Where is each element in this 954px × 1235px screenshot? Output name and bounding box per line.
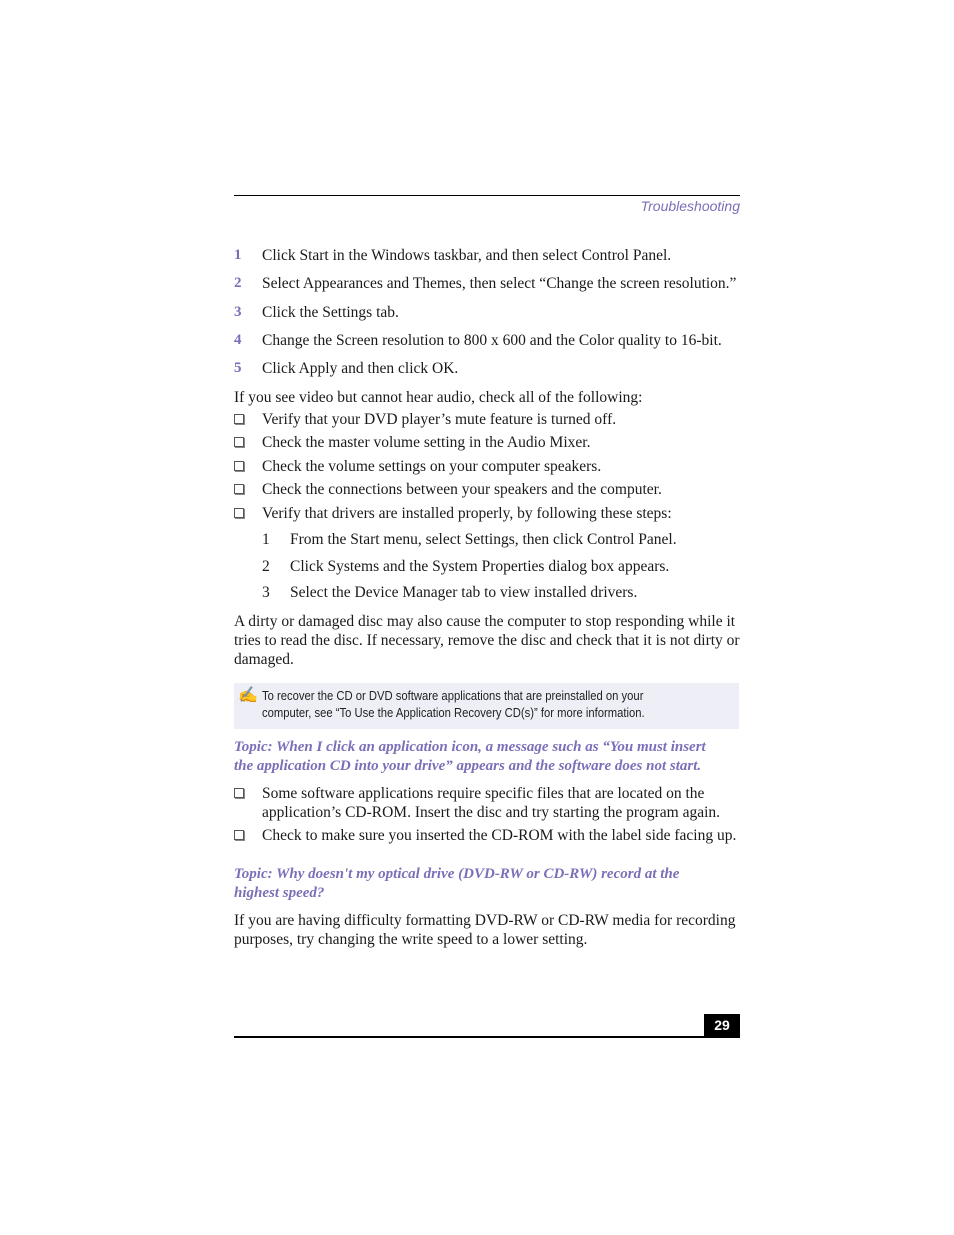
note-line: computer, see “To Use the Application Recovery CD(s)” for more information. [262,706,645,720]
substep-text: Select the Device Manager tab to view installed drivers. [290,584,638,601]
step-number: 1 [234,247,242,263]
disc-paragraph-line: damaged. [234,651,294,668]
step-number: 4 [234,332,242,348]
step-number: 5 [234,360,242,376]
checklist-item: Check the volume settings on your computer speakers. [262,458,602,475]
checklist-item: Check to make sure you inserted the CD-ROM with the label side facing up. [262,827,737,844]
checkbox-bullet-icon [234,435,244,451]
header-rule [234,195,740,196]
step-text: Change the Screen resolution to 800 x 600 and the Color quality to 16-bit. [262,332,722,349]
substep-number: 2 [262,558,270,575]
checkbox-bullet-icon [234,828,244,844]
note-text [262,688,685,722]
pencil-note-icon: ✍ [238,687,258,704]
checkbox-bullet-icon [234,412,244,428]
checkbox-bullet-icon [234,786,244,802]
step-text: Click the Settings tab. [262,304,399,321]
substep-text: From the Start menu, select Settings, then click Control Panel. [290,531,677,548]
checklist-item: Verify that your DVD player’s mute feature is turned off. [262,411,617,428]
checklist-item: Check the master volume setting in the Audio Mixer. [262,434,591,451]
step-number: 3 [234,304,242,320]
footer-rule [234,1036,740,1038]
checklist-item: Check the connections between your speakers and the computer. [262,481,662,498]
step-text: Click Apply and then click OK. [262,360,459,377]
substep-number: 1 [262,531,270,548]
substep-number: 3 [262,584,270,601]
note-box [234,683,739,729]
speed-paragraph-line: purposes, try changing the write speed to a lower setting. [234,931,588,948]
topic-heading-line: Topic: Why doesn't my optical drive (DVD-RW or CD-RW) record at the [234,866,680,882]
checklist-item: Verify that drivers are installed properly, by following these steps: [262,505,672,522]
checkbox-bullet-icon [234,482,244,498]
page-number: 29 [704,1014,740,1037]
step-number: 2 [234,275,242,291]
section-title: Troubleshooting [640,198,740,214]
substep-text: Click Systems and the System Properties dialog box appears. [290,558,670,575]
checkbox-bullet-icon [234,506,244,522]
audio-intro: If you see video but cannot hear audio, check all of the following: [234,389,643,406]
topic-heading-line: highest speed? [234,885,325,901]
step-text: Select Appearances and Themes, then select “Change the screen resolution.” [262,275,737,292]
topic-heading-line: Topic: When I click an application icon, a message such as “You must insert [234,739,706,755]
checklist-item: application’s CD-ROM. Insert the disc and try starting the program again. [262,804,721,821]
disc-paragraph-line: A dirty or damaged disc may also cause the computer to stop responding while it [234,613,736,630]
checkbox-bullet-icon [234,459,244,475]
disc-paragraph-line: tries to read the disc. If necessary, remove the disc and check that it is not dirty or [234,632,740,649]
note-line: To recover the CD or DVD software applications that are preinstalled on your [262,689,644,703]
speed-paragraph-line: If you are having difficulty formatting DVD-RW or CD-RW media for recording [234,912,736,929]
topic-heading-line: the application CD into your drive” appears and the software does not start. [234,758,702,774]
step-text: Click Start in the Windows taskbar, and then select Control Panel. [262,247,672,264]
checklist-item: Some software applications require specific files that are located on the [262,785,705,802]
